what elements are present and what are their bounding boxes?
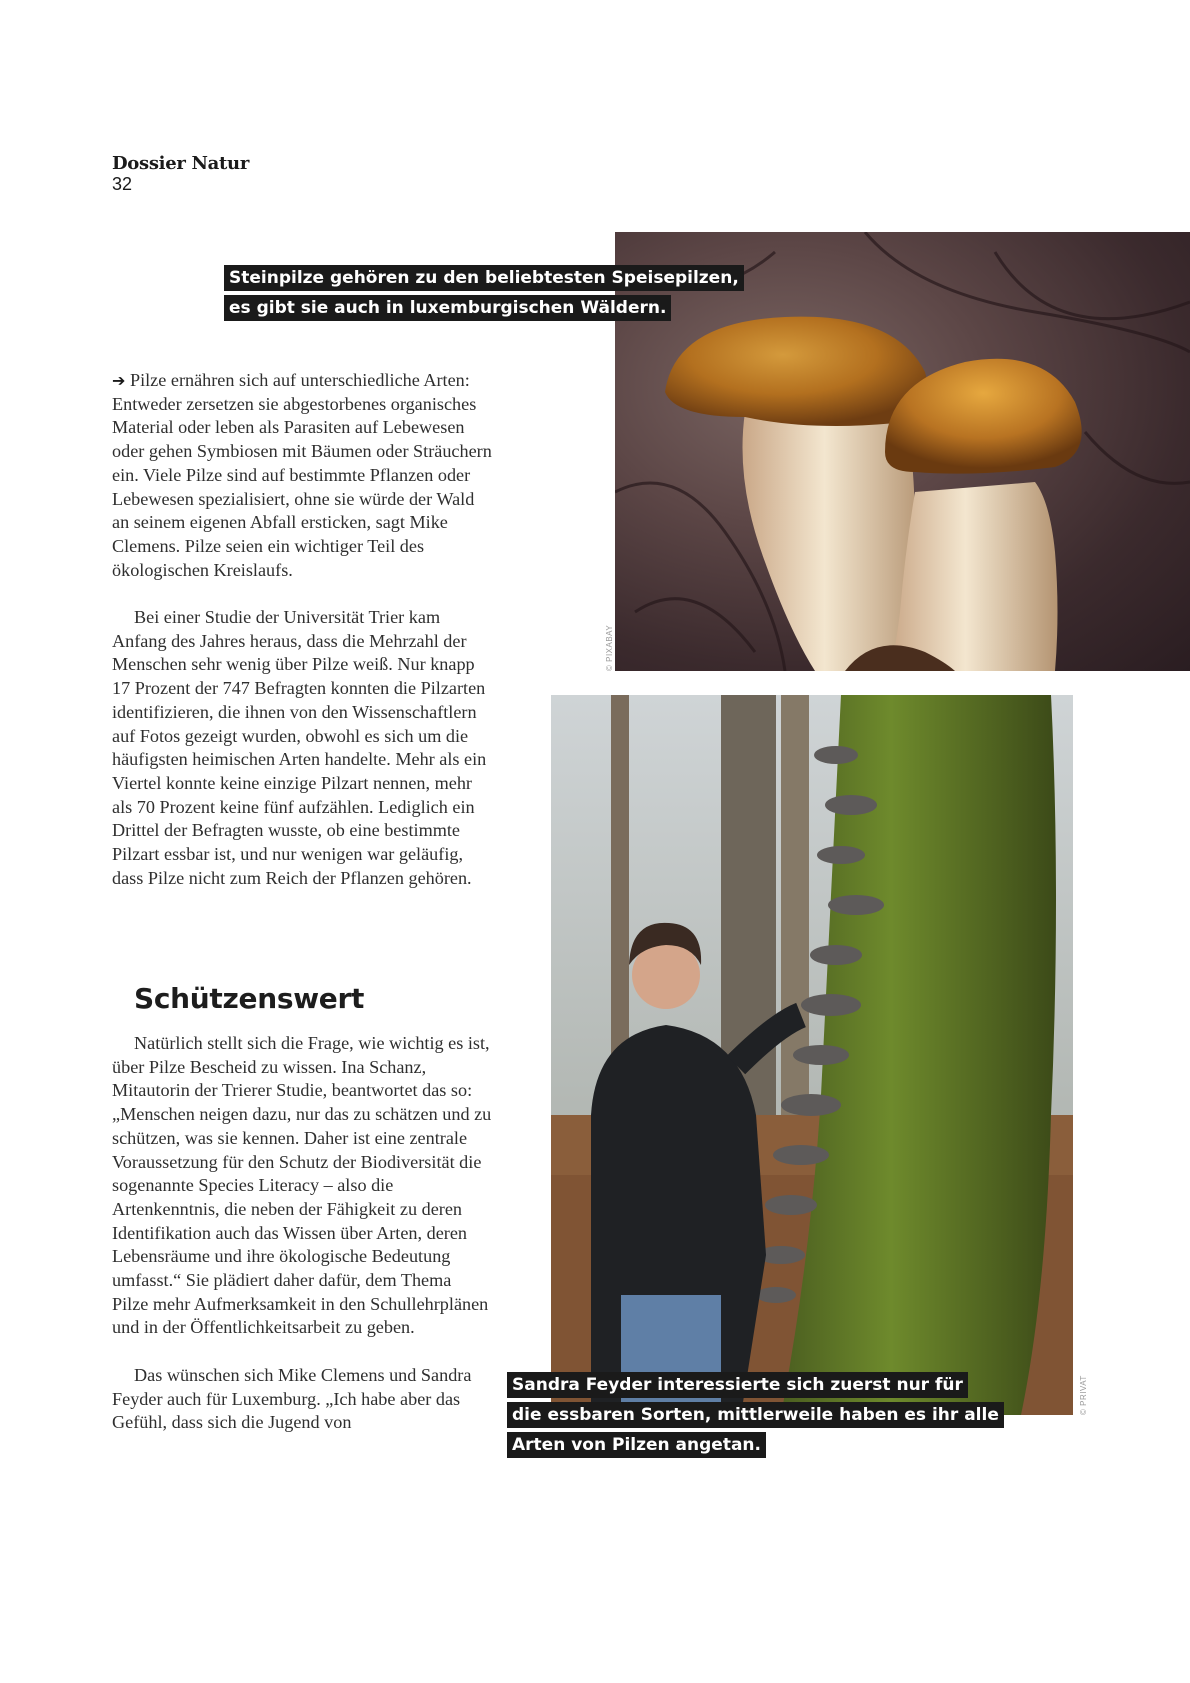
caption-line: die essbaren Sorten, mittlerweile haben es ihr alle <box>507 1402 1004 1428</box>
arrow-icon: ➔ <box>112 371 126 390</box>
caption-line: Steinpilze gehören zu den beliebtesten Speisepilzen, <box>224 265 744 291</box>
subheading: Schützenswert <box>134 982 365 1015</box>
caption-line: es gibt sie auch in luxemburgischen Wäldern. <box>224 295 671 321</box>
feyder-photo <box>551 695 1073 1415</box>
section-title: Dossier Natur <box>112 153 250 174</box>
paragraph-2: Bei einer Studie der Universität Trier kam Anfang des Jahres heraus, dass die Mehrzahl der Menschen sehr wenig über Pilze weiß. Nur knapp 17 Prozent der 747 Befragten konnten die Pilzarten identifizieren, die ihnen von den Wissenschaftlern auf Fotos gezeigt wurden, obwohl es sich um die häufigsten heimischen Arten handelte. Mehr als ein Viertel konnte keine einzige Pilzart nennen, mehr als 70 Prozent keine fünf aufzählen. Lediglich ein Drittel der Befragten wusste, ob eine bestimmte Pilzart essbar ist, und nur wenigen war geläufig, dass Pilze nicht zum Reich der Pflanzen gehören. <box>112 607 487 888</box>
body-column-bottom <box>112 1032 492 1435</box>
photo2-caption <box>507 1370 1004 1460</box>
caption-line: Arten von Pilzen angetan. <box>507 1432 766 1458</box>
photo1-credit: © PIXABAY <box>605 624 614 671</box>
paragraph-3: Natürlich stellt sich die Frage, wie wichtig es ist, über Pilze Bescheid zu wissen. Ina Schanz, Mitautorin der Trierer Studie, beantwortet das so: „Menschen neigen dazu, nur das zu schätzen und zu schützen, was sie kennen. Daher ist eine zentrale Voraussetzung für den Schutz der Biodiversität die sogenannte Species Literacy – also die Artenkenntnis, die neben der Fähigkeit zu deren Identifikation auch das Wissen über Arten, deren Lebensräume und ihre ökologische Bedeutung umfasst.“ Sie plädiert daher dafür, dem Thema Pilze mehr Aufmerksamkeit in den Schullehrplänen und in der Öffentlichkeitsarbeit zu geben. <box>112 1033 492 1338</box>
page-header <box>112 154 249 194</box>
body-column-top <box>112 369 492 890</box>
photo1-caption <box>224 263 744 323</box>
paragraph-1 <box>112 369 492 582</box>
caption-line: Sandra Feyder interessierte sich zuerst nur für <box>507 1372 968 1398</box>
paragraph-text: Pilze ernähren sich auf unterschiedliche Arten: Entweder zersetzen sie abgestorbenes organisches Material oder leben als Parasiten auf Lebewesen oder gehen Symbiosen mit Bäumen oder Sträuchern ein. Viele Pilze sind auf bestimmte Pflanzen oder Lebewesen spezialisiert, ohne sie würde der Wald an seinem eigenen Abfall ersticken, sagt Mike Clemens. Pilze seien ein wichtiger Teil des ökologischen Kreislaufs. <box>112 370 492 580</box>
page-number: 32 <box>112 174 133 194</box>
paragraph-4: Das wünschen sich Mike Clemens und Sandra Feyder auch für Luxemburg. „Ich habe aber das Gefühl, dass sich die Jugend von <box>112 1364 472 1433</box>
photo2-credit: © PRIVAT <box>1079 1375 1088 1415</box>
